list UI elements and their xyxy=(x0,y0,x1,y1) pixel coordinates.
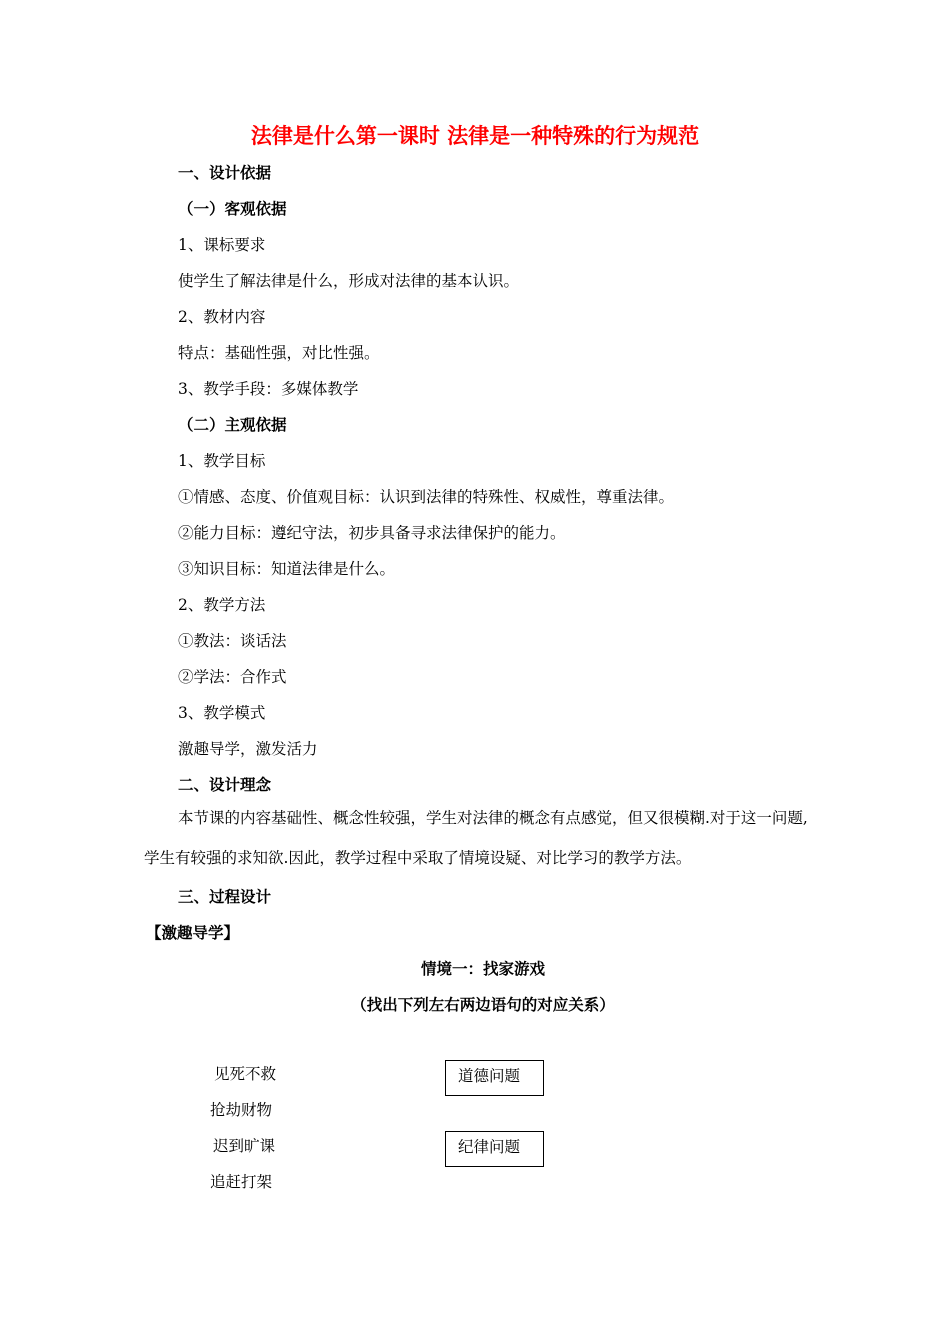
text-line: ③知识目标：知道法律是什么。 xyxy=(178,560,396,578)
text-line: 激趣导学，激发活力 xyxy=(178,740,318,758)
text-line: 2、教学方法 xyxy=(178,596,266,614)
text-line: ②能力目标：遵纪守法，初步具备寻求法律保护的能力。 xyxy=(178,524,566,542)
scenario-title: 情境一：找家游戏 xyxy=(420,960,545,978)
left-item: 迟到旷课 xyxy=(213,1137,276,1155)
left-item: 抢劫财物 xyxy=(210,1101,273,1119)
category-box-discipline xyxy=(445,1131,544,1167)
section-heading-design-basis: 一、设计依据 xyxy=(178,164,272,182)
design-concept-paragraph: 本节课的内容基础性、概念性较强，学生对法律的概念有点感觉，但又很模糊.对于这一问题,学生有较强的求知欲.因此，教学过程中采取了情境设疑、对比学习的教学方法。 xyxy=(144,809,808,867)
left-item: 追赶打架 xyxy=(210,1173,273,1191)
text-line: 1、教学目标 xyxy=(178,452,266,470)
text-line: 1、课标要求 xyxy=(178,236,266,254)
category-box-label: 纪律问题 xyxy=(458,1138,521,1156)
subsection-heading-objective-basis: （一）客观依据 xyxy=(178,200,287,218)
category-box-morality xyxy=(445,1060,544,1096)
section-heading-process-design: 三、过程设计 xyxy=(178,888,272,906)
subsection-heading-subjective-basis: （二）主观依据 xyxy=(178,416,287,434)
section-heading-design-concept: 二、设计理念 xyxy=(178,776,272,794)
left-item: 见死不救 xyxy=(214,1065,277,1083)
stage-label: 【激趣导学】 xyxy=(146,924,240,942)
text-line: 3、教学模式 xyxy=(178,704,266,722)
scenario-subtitle: （找出下列左右两边语句的对应关系） xyxy=(351,996,615,1014)
text-line: ①情感、态度、价值观目标：认识到法律的特殊性、权威性，尊重法律。 xyxy=(178,488,675,506)
text-line: 使学生了解法律是什么，形成对法律的基本认识。 xyxy=(178,272,520,290)
text-line: ②学法：合作式 xyxy=(178,668,287,686)
category-box-label: 道德问题 xyxy=(458,1067,521,1085)
text-line: 2、教材内容 xyxy=(178,308,266,326)
text-line: 3、教学手段：多媒体教学 xyxy=(178,380,359,398)
text-line: 特点：基础性强，对比性强。 xyxy=(178,344,380,362)
document-title: 法律是什么第一课时 法律是一种特殊的行为规范 xyxy=(250,124,700,148)
text-line: ①教法：谈话法 xyxy=(178,632,287,650)
